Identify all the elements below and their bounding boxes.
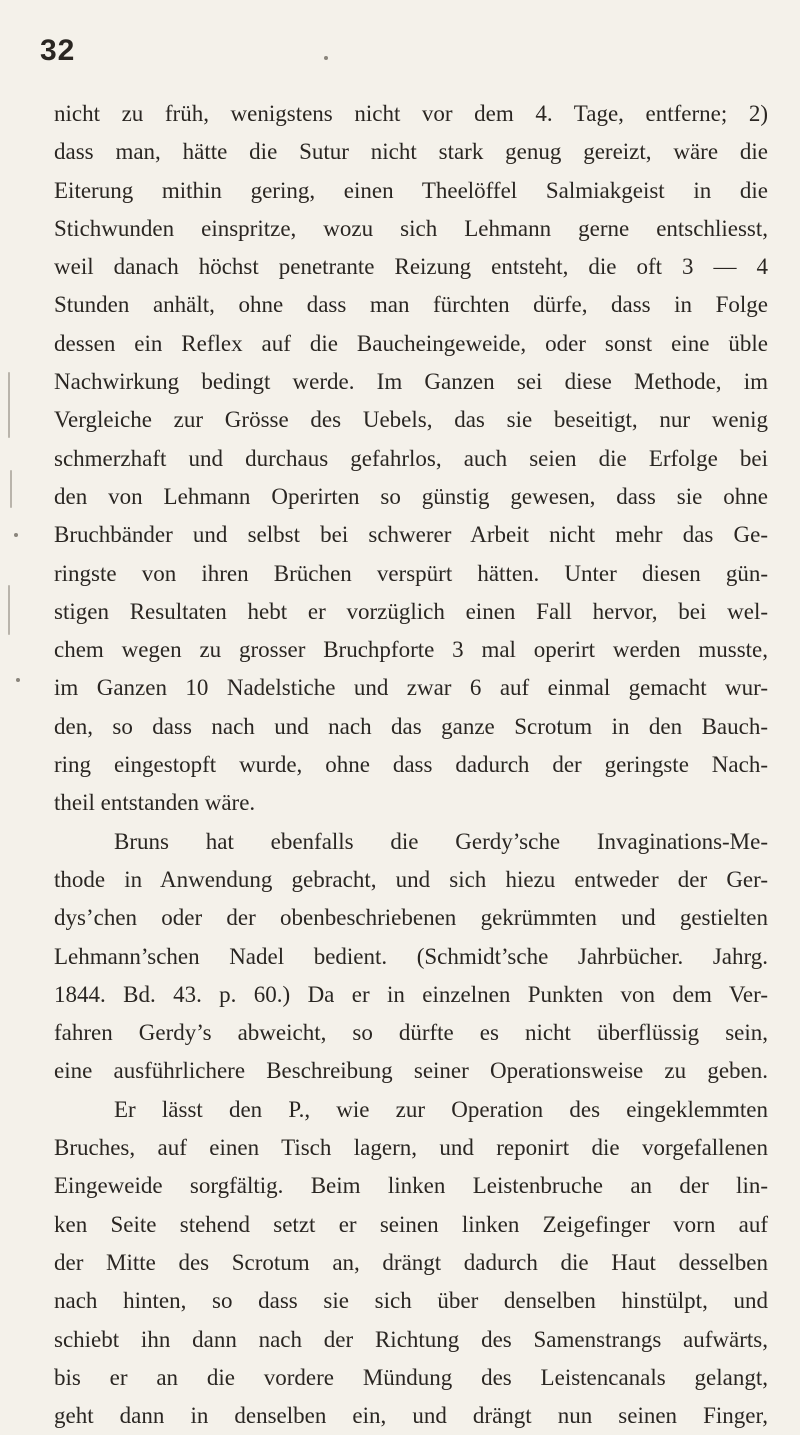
text-line: fahren Gerdy’s abweicht, so dürfte es nicht überflüssig sein,	[54, 1020, 768, 1046]
print-speck	[16, 678, 20, 682]
text-line: Er lässt den P., wie zur Operation des eingeklemmten	[114, 1096, 768, 1122]
margin-bleed-mark	[8, 585, 10, 635]
text-line: Stichwunden einspritze, wozu sich Lehmann gerne entschliesst,	[54, 215, 768, 241]
text-line: dass man, hätte die Sutur nicht stark genug gereizt, wäre die	[54, 139, 768, 165]
margin-bleed-mark	[10, 470, 12, 508]
text-line: ring eingestopft wurde, ohne dass dadurch der geringste Nach-	[54, 752, 768, 778]
text-line: ken Seite stehend setzt er seinen linken Zeigefinger vorn auf	[54, 1211, 768, 1237]
print-speck	[14, 533, 18, 537]
text-line: Bruns hat ebenfalls die Gerdy’sche Invaginations-Me-	[114, 828, 768, 854]
text-line: bis er an die vordere Mündung des Leistencanals gelangt,	[54, 1364, 768, 1390]
text-line: Vergleiche zur Grösse des Uebels, das sie beseitigt, nur wenig	[54, 407, 768, 433]
text-line: nicht zu früh, wenigstens nicht vor dem 4. Tage, entferne; 2)	[54, 101, 768, 126]
text-line: schmerzhaft und durchaus gefahrlos, auch seien die Erfolge bei	[54, 445, 768, 471]
text-line: eine ausführlichere Beschreibung seiner Operationsweise zu geben.	[54, 1058, 768, 1084]
text-line: den von Lehmann Operirten so günstig gewesen, dass sie ohne	[54, 483, 768, 509]
text-line: dys’chen oder der obenbeschriebenen gekrümmten und gestielten	[54, 905, 768, 931]
text-line: Eingeweide sorgfältig. Beim linken Leistenbruche an der lin-	[54, 1173, 768, 1199]
text-line: geht dann in denselben ein, und drängt nun seinen Finger,	[54, 1403, 768, 1429]
body-text	[54, 95, 768, 1435]
text-line: theil entstanden wäre.	[54, 790, 256, 816]
margin-bleed-mark	[8, 372, 10, 438]
text-line: Nachwirkung bedingt werde. Im Ganzen sei diese Methode, im	[54, 369, 768, 395]
text-line: im Ganzen 10 Nadelstiche und zwar 6 auf einmal gemacht wur-	[54, 675, 768, 701]
text-line: schiebt ihn dann nach der Richtung des Samenstrangs aufwärts,	[54, 1326, 768, 1352]
text-line: thode in Anwendung gebracht, und sich hiezu entweder der Ger-	[54, 866, 768, 892]
text-line: weil danach höchst penetrante Reizung entsteht, die oft 3 — 4	[54, 254, 768, 280]
text-line: ringste von ihren Brüchen verspürt hätten. Unter diesen gün-	[54, 560, 768, 586]
text-line: nach hinten, so dass sie sich über denselben hinstülpt, und	[54, 1288, 768, 1314]
text-line: der Mitte des Scrotum an, drängt dadurch die Haut desselben	[54, 1249, 768, 1275]
page-number: 32	[40, 34, 76, 67]
text-line: 1844. Bd. 43. p. 60.) Da er in einzelnen Punkten von dem Ver-	[54, 981, 768, 1007]
text-line: chem wegen zu grosser Bruchpforte 3 mal operirt werden musste,	[54, 637, 768, 663]
text-line: Lehmann’schen Nadel bedient. (Schmidt’sche Jahrbücher. Jahrg.	[54, 943, 768, 969]
text-line: den, so dass nach und nach das ganze Scrotum in den Bauch-	[54, 713, 768, 739]
text-line: Bruchbänder und selbst bei schwerer Arbeit nicht mehr das Ge-	[54, 522, 768, 548]
text-line: stigen Resultaten hebt er vorzüglich einen Fall hervor, bei wel-	[54, 598, 768, 624]
print-speck	[324, 56, 328, 60]
text-line: Bruches, auf einen Tisch lagern, und reponirt die vorgefallenen	[54, 1135, 768, 1161]
text-line: dessen ein Reflex auf die Baucheingeweide, oder sonst eine üble	[54, 330, 768, 356]
text-line: Stunden anhält, ohne dass man fürchten dürfe, dass in Folge	[54, 292, 768, 318]
text-line: Eiterung mithin gering, einen Theelöffel Salmiakgeist in die	[54, 177, 768, 203]
